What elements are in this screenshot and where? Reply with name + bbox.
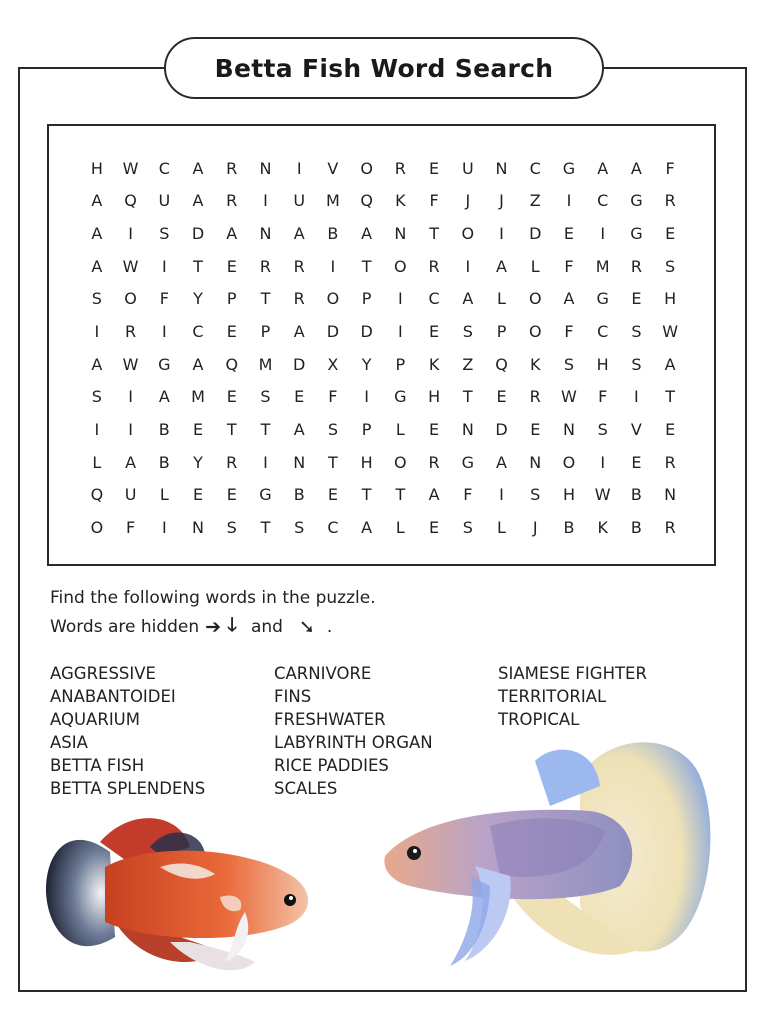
grid-letter: S	[462, 322, 473, 342]
grid-letter: E	[631, 452, 642, 472]
grid-letter: A	[91, 354, 103, 374]
grid-letter: A	[125, 452, 137, 472]
grid-letter: C	[597, 322, 609, 342]
page-title: Betta Fish Word Search	[214, 53, 554, 83]
grid-letter: M	[595, 256, 610, 276]
grid-letter: F	[665, 158, 675, 178]
grid-letter: H	[360, 452, 373, 472]
grid-letter: A	[192, 354, 204, 374]
grid-letter: T	[429, 224, 439, 244]
betta-fish-red-white-icon	[40, 812, 315, 977]
grid-letter: Y	[193, 289, 203, 309]
grid-letter: B	[158, 452, 170, 472]
grid-letter: R	[664, 191, 676, 211]
grid-letter: P	[226, 289, 237, 309]
grid-letter: X	[327, 354, 339, 374]
grid-letter: B	[630, 485, 642, 505]
grid-letter: I	[94, 322, 100, 342]
grid-letter: A	[361, 518, 373, 538]
grid-letter: S	[563, 354, 575, 374]
word-list-item: RICE PADDIES	[274, 756, 389, 775]
grid-letter: L	[159, 485, 169, 505]
grid-letter: A	[192, 158, 204, 178]
word-list-column-1	[50, 662, 205, 800]
grid-letter: M	[326, 191, 340, 211]
grid-letter: I	[397, 289, 403, 309]
grid-letter: O	[461, 224, 475, 244]
grid-letter: W	[122, 354, 139, 374]
grid-letter: E	[226, 387, 237, 407]
grid-letter: I	[600, 224, 606, 244]
grid-letter: H	[562, 485, 575, 505]
grid-letter: K	[597, 518, 608, 538]
grid-letter: N	[259, 224, 272, 244]
grid-letter: O	[360, 158, 373, 178]
grid-letter: U	[124, 485, 137, 505]
grid-letter: E	[192, 485, 204, 505]
grid-letter: M	[191, 387, 205, 407]
grid-letter: E	[530, 420, 541, 440]
grid-letter: O	[528, 322, 542, 342]
grid-letter: S	[327, 420, 338, 440]
grid-letter: P	[260, 322, 271, 342]
word-list-item: AQUARIUM	[50, 710, 140, 729]
grid-letter: A	[496, 256, 507, 276]
grid-letter: W	[662, 322, 679, 342]
grid-letter: Q	[90, 485, 104, 505]
grid-letter: O	[326, 289, 340, 309]
grid-letter: A	[597, 158, 609, 178]
grid-letter: E	[226, 485, 237, 505]
grid-letter: S	[159, 224, 170, 244]
instruction-prefix: Words are hidden	[50, 617, 200, 637]
word-search-grid	[80, 152, 687, 544]
grid-letter: I	[600, 452, 606, 472]
grid-letter: I	[161, 322, 167, 342]
grid-letter: E	[226, 322, 237, 342]
word-list-item: LABYRINTH ORGAN	[274, 733, 433, 752]
grid-letter: K	[428, 354, 440, 374]
grid-letter: I	[161, 256, 167, 276]
grid-letter: I	[499, 224, 504, 244]
grid-letter: M	[258, 354, 273, 374]
grid-letter: I	[263, 452, 268, 472]
grid-letter: U	[293, 191, 306, 211]
grid-letter: A	[462, 289, 474, 309]
grid-letter: I	[566, 191, 572, 211]
grid-letter: F	[429, 191, 439, 211]
grid-letter: J	[499, 191, 504, 211]
grid-letter: R	[529, 387, 541, 407]
grid-letter: G	[394, 387, 407, 407]
grid-letter: E	[429, 158, 440, 178]
grid-letter: I	[128, 224, 133, 244]
grid-letter: R	[226, 191, 238, 211]
grid-letter: F	[564, 322, 574, 342]
grid-letter: D	[326, 322, 340, 342]
grid-letter: H	[428, 387, 441, 407]
grid-letter: W	[122, 256, 139, 276]
grid-letter: D	[360, 322, 373, 342]
grid-letter: N	[562, 420, 575, 440]
grid-letter: G	[630, 191, 643, 211]
grid-letter: F	[328, 387, 338, 407]
grid-letter: T	[328, 452, 338, 472]
grid-letter: I	[499, 485, 504, 505]
grid-letter: F	[564, 256, 574, 276]
grid-letter: J	[532, 518, 538, 538]
grid-letter: I	[296, 158, 302, 178]
grid-letter: F	[598, 387, 608, 407]
grid-letter: E	[429, 420, 440, 440]
grid-letter: T	[226, 420, 237, 440]
grid-letter: R	[259, 256, 272, 276]
grid-letter: Y	[361, 354, 372, 374]
grid-letter: L	[530, 256, 540, 276]
grid-letter: E	[429, 518, 440, 538]
grid-letter: J	[465, 191, 471, 211]
word-list-item: FRESHWATER	[274, 710, 386, 729]
grid-letter: N	[529, 452, 542, 472]
grid-letter: F	[463, 485, 473, 505]
grid-letter: R	[428, 256, 440, 276]
grid-letter: O	[124, 289, 137, 309]
grid-letter: A	[91, 224, 103, 244]
grid-letter: A	[91, 191, 103, 211]
grid-letter: I	[634, 387, 639, 407]
grid-letter: C	[158, 158, 170, 178]
grid-letter: I	[364, 387, 369, 407]
grid-letter: Z	[529, 191, 541, 211]
grid-letter: T	[193, 256, 203, 276]
grid-letter: B	[327, 224, 339, 244]
word-list-column-3	[498, 662, 647, 731]
arrow-right-icon: ➔	[205, 616, 222, 638]
grid-letter: N	[495, 158, 508, 178]
grid-letter: A	[630, 158, 642, 178]
grid-letter: A	[158, 387, 170, 407]
grid-letter: L	[497, 289, 506, 309]
grid-letter: F	[125, 518, 136, 538]
grid-letter: G	[562, 158, 576, 178]
grid-letter: A	[496, 452, 507, 472]
grid-letter: I	[397, 322, 403, 342]
grid-letter: E	[294, 387, 305, 407]
word-list-item: SCALES	[274, 779, 338, 798]
grid-letter: E	[429, 322, 440, 342]
arrow-diagonal-icon: ➘	[298, 616, 315, 638]
word-list-item: SIAMESE FIGHTER	[498, 664, 647, 683]
grid-letter: A	[293, 322, 305, 342]
grid-letter: B	[630, 518, 642, 538]
grid-letter: W	[594, 485, 611, 505]
grid-letter: P	[496, 322, 507, 342]
grid-letter: R	[664, 452, 676, 472]
instruction-period: .	[326, 617, 333, 637]
instruction-line-1: Find the following words in the puzzle.	[50, 588, 376, 608]
grid-letter: D	[293, 354, 306, 374]
grid-letter: V	[327, 158, 339, 178]
grid-letter: N	[664, 485, 677, 505]
grid-letter: K	[395, 191, 406, 211]
grid-letter: N	[293, 452, 306, 472]
word-list-item: BETTA SPLENDENS	[50, 779, 206, 798]
grid-letter: Q	[495, 354, 508, 374]
grid-letter: R	[664, 518, 676, 538]
grid-letter: S	[226, 518, 237, 538]
grid-letter: V	[630, 420, 642, 440]
grid-letter: P	[361, 420, 372, 440]
grid-letter: E	[192, 420, 204, 440]
grid-letter: T	[361, 256, 372, 276]
grid-letter: C	[428, 289, 440, 309]
grid-letter: L	[92, 452, 102, 472]
grid-letter: D	[191, 224, 205, 244]
grid-letter: G	[630, 224, 643, 244]
grid-letter: U	[461, 158, 474, 178]
grid-letter: A	[428, 485, 440, 505]
grid-letter: S	[631, 354, 642, 374]
grid-letter: I	[263, 191, 268, 211]
grid-letter: H	[596, 354, 609, 374]
grid-letter: A	[192, 191, 204, 211]
grid-letter: L	[395, 518, 405, 538]
grid-letter: G	[596, 289, 609, 309]
grid-letter: T	[260, 518, 271, 538]
grid-letter: S	[665, 256, 676, 276]
grid-letter: R	[630, 256, 642, 276]
grid-letter: S	[631, 322, 642, 342]
grid-letter: R	[293, 256, 305, 276]
grid-letter: E	[496, 387, 507, 407]
grid-letter: E	[665, 420, 676, 440]
grid-letter: G	[461, 452, 474, 472]
grid-letter: W	[561, 387, 577, 407]
grid-letter: A	[226, 224, 238, 244]
grid-letter: T	[462, 387, 473, 407]
grid-letter: C	[327, 518, 339, 538]
grid-letter: I	[128, 420, 133, 440]
grid-letter: E	[226, 256, 237, 276]
grid-letter: W	[122, 158, 139, 178]
grid-letter: O	[528, 289, 542, 309]
grid-letter: N	[259, 158, 272, 178]
grid-letter: T	[260, 420, 271, 440]
grid-letter: B	[293, 485, 305, 505]
grid-letter: L	[497, 518, 506, 538]
grid-letter: S	[260, 387, 271, 407]
grid-letter: S	[462, 518, 473, 538]
grid-letter: I	[330, 256, 336, 276]
instruction-line-2	[50, 611, 332, 643]
grid-letter: O	[562, 452, 576, 472]
grid-letter: R	[226, 158, 238, 178]
grid-letter: A	[664, 354, 676, 374]
grid-letter: S	[91, 289, 102, 309]
word-list-item: ANABANTOIDEI	[50, 687, 176, 706]
grid-letter: I	[161, 518, 167, 538]
grid-letter: I	[94, 420, 100, 440]
grid-letter: T	[361, 485, 372, 505]
grid-letter: P	[395, 354, 406, 374]
grid-letter: D	[495, 420, 508, 440]
grid-letter: O	[394, 452, 407, 472]
grid-letter: O	[394, 256, 407, 276]
grid-letter: A	[91, 256, 103, 276]
grid-letter: C	[597, 191, 609, 211]
instruction-and: and	[250, 617, 283, 637]
grid-letter: S	[530, 485, 541, 505]
grid-letter: B	[563, 518, 575, 538]
grid-letter: H	[664, 289, 677, 309]
grid-letter: F	[159, 289, 169, 309]
grid-letter: O	[90, 518, 104, 538]
grid-letter: I	[128, 387, 133, 407]
betta-fish-blue-cream-icon	[380, 736, 715, 976]
word-list-item: BETTA FISH	[50, 756, 145, 775]
grid-letter: E	[327, 485, 338, 505]
grid-letter: Q	[360, 191, 373, 211]
grid-letter: G	[158, 354, 171, 374]
grid-letter: Z	[462, 354, 474, 374]
grid-letter: U	[158, 191, 171, 211]
grid-letter: R	[428, 452, 440, 472]
grid-letter: E	[665, 224, 676, 244]
grid-letter: E	[631, 289, 642, 309]
grid-letter: L	[395, 420, 405, 440]
grid-letter: N	[394, 224, 407, 244]
grid-letter: A	[563, 289, 575, 309]
grid-letter: I	[465, 256, 471, 276]
grid-letter: A	[361, 224, 373, 244]
grid-letter: R	[293, 289, 305, 309]
word-list-item: AGGRESSIVE	[50, 664, 156, 683]
grid-letter: K	[529, 354, 541, 374]
grid-letter: T	[260, 289, 271, 309]
grid-letter: Y	[193, 452, 203, 472]
grid-letter: T	[665, 387, 676, 407]
word-list-item: CARNIVORE	[274, 664, 372, 683]
grid-letter: Q	[124, 191, 137, 211]
grid-letter: N	[192, 518, 204, 538]
grid-letter: P	[361, 289, 372, 309]
grid-letter: H	[90, 158, 103, 178]
grid-letter: N	[461, 420, 474, 440]
grid-letter: S	[91, 387, 102, 407]
word-list-item: FINS	[274, 687, 312, 706]
grid-letter: S	[597, 420, 608, 440]
grid-letter: R	[125, 322, 137, 342]
grid-letter: T	[395, 485, 406, 505]
title-banner	[164, 37, 604, 99]
grid-letter: A	[293, 420, 305, 440]
arrow-down-icon: 🡓	[227, 614, 237, 636]
grid-letter: G	[259, 485, 272, 505]
grid-letter: D	[529, 224, 542, 244]
grid-letter: E	[563, 224, 575, 244]
grid-letter: R	[226, 452, 238, 472]
grid-letter: A	[293, 224, 305, 244]
grid-letter: Q	[225, 354, 239, 374]
grid-letter: B	[158, 420, 170, 440]
grid-letter: C	[529, 158, 541, 178]
grid-letter: C	[192, 322, 204, 342]
grid-letter: S	[294, 518, 305, 538]
grid-letter: R	[394, 158, 406, 178]
word-list-item: TROPICAL	[498, 710, 580, 729]
word-list-item: ASIA	[50, 733, 88, 752]
word-list-item: TERRITORIAL	[498, 687, 607, 706]
